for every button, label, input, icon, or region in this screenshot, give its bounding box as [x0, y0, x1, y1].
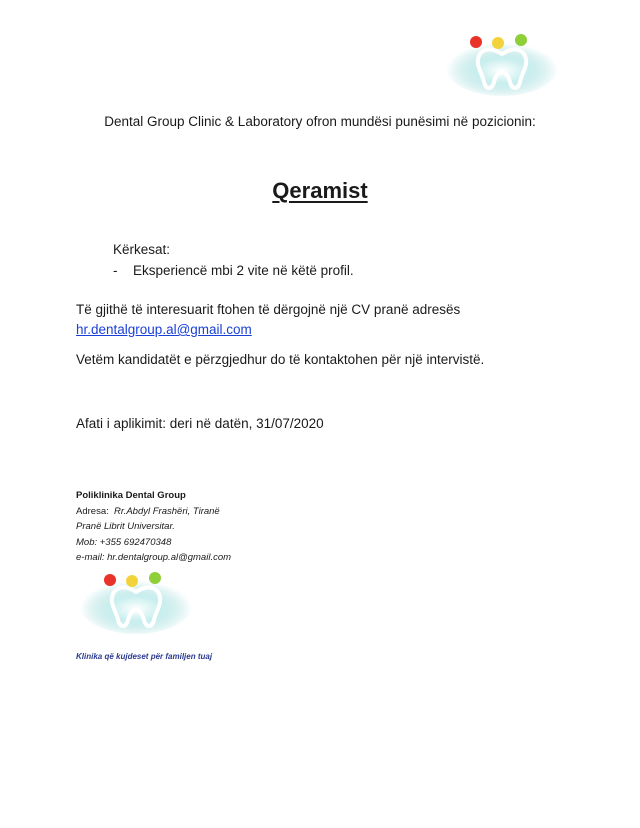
clinic-name: Poliklinika Dental Group	[76, 490, 186, 501]
contact-block	[76, 488, 231, 566]
email-link[interactable]: hr.dentalgroup.al@gmail.com	[76, 322, 252, 337]
requirement-item	[113, 263, 354, 278]
address-value: Rr.Abdyl Frashëri, Tiranë	[114, 505, 220, 517]
selection-note: Vetëm kandidatët e përzgjedhur do të kontaktohen për një intervistë.	[76, 352, 485, 367]
address-label: Adresa:	[76, 505, 109, 517]
mobile-line: Mob: +355 692470348	[76, 536, 172, 548]
deadline-text: Afati i aplikimit: deri në datën, 31/07/2020	[76, 416, 324, 431]
requirement-text: Eksperiencë mbi 2 vite në këtë profil.	[133, 263, 354, 278]
apply-text: Të gjithë të interesuarit ftohen të dërgojnë një CV pranë adresës	[76, 302, 461, 317]
email-line: e-mail: hr.dentalgroup.al@gmail.com	[76, 552, 232, 563]
intro-text: Dental Group Clinic & Laboratory ofron mundësi punësimi në pozicionin:	[104, 114, 536, 129]
address-line-2: Pranë Librit Universitar.	[76, 521, 175, 532]
address-line	[76, 504, 231, 520]
bullet: -	[113, 263, 118, 278]
tooth-logo-icon	[446, 30, 558, 96]
tooth-logo-icon	[80, 568, 192, 634]
requirements-heading: Kërkesat:	[113, 242, 171, 257]
tagline: Klinika që kujdeset për familjen tuaj	[76, 652, 213, 661]
position-title: Qeramist	[272, 178, 368, 203]
